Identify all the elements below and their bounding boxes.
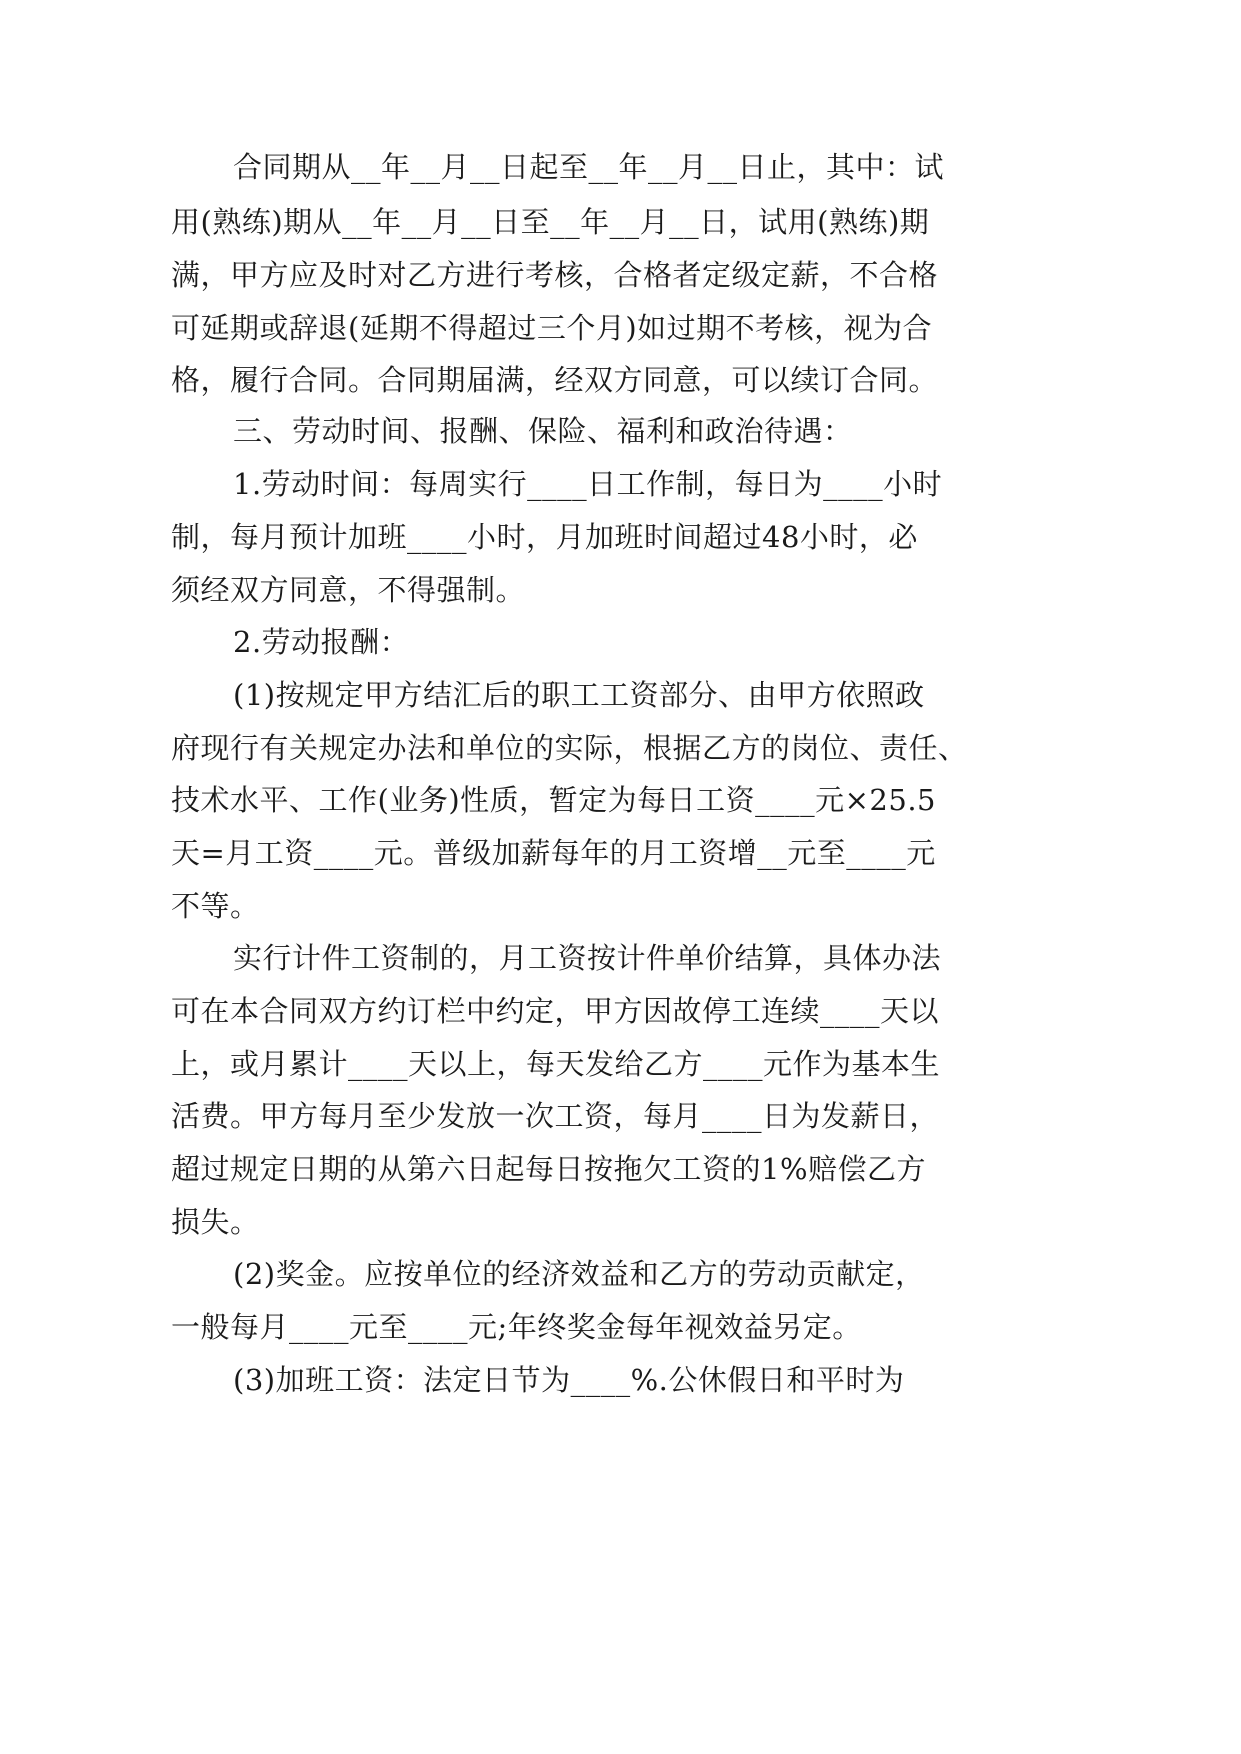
paragraph-line: 满，甲方应及时对乙方进行考核，合格者定级定薪，不合格 [171, 258, 939, 292]
paragraph-line: 技术水平、工作(业务)性质，暂定为每日工资____元×25.5 [171, 783, 936, 817]
paragraph-line: 可在本合同双方约订栏中约定，甲方因故停工连续____天以 [171, 994, 940, 1028]
paragraph-line: 损失。 [171, 1205, 260, 1239]
paragraph-line: 不等。 [171, 889, 260, 923]
paragraph-line: 上，或月累计____天以上，每天发给乙方____元作为基本生 [171, 1047, 941, 1081]
subsection-heading: 2.劳动报酬： [233, 625, 410, 659]
paragraph-line: 府现行有关规定办法和单位的实际，根据乙方的岗位、责任、 [171, 731, 968, 765]
paragraph-line: 1.劳动时间：每周实行____日工作制，每日为____小时 [233, 467, 943, 501]
paragraph-line: (1)按规定甲方结汇后的职工工资部分、由甲方依照政 [233, 678, 925, 712]
paragraph-line: (2)奖金。应按单位的经济效益和乙方的劳动贡献定， [233, 1257, 925, 1291]
paragraph-line: (3)加班工资：法定日节为____%.公休假日和平时为 [233, 1363, 905, 1397]
paragraph-line: 可延期或辞退(延期不得超过三个月)如过期不考核，视为合 [171, 311, 933, 345]
paragraph-line: 天=月工资____元。普级加薪每年的月工资增__元至____元 [171, 836, 936, 870]
paragraph-line: 格，履行合同。合同期届满，经双方同意，可以续订合同。 [171, 363, 939, 397]
section-heading: 三、劳动时间、报酬、保险、福利和政治待遇： [233, 414, 853, 448]
paragraph-line: 一般每月____元至____元;年终奖金每年视效益另定。 [171, 1310, 862, 1344]
paragraph-line: 活费。甲方每月至少发放一次工资，每月____日为发薪日， [171, 1099, 940, 1133]
paragraph-line: 超过规定日期的从第六日起每日按拖欠工资的1%赔偿乙方 [171, 1152, 927, 1186]
paragraph-line: 用(熟练)期从__年__月__日至__年__月__日，试用(熟练)期 [171, 205, 930, 239]
paragraph-line: 实行计件工资制的，月工资按计件单价结算，具体办法 [233, 941, 942, 975]
paragraph-line: 须经双方同意，不得强制。 [171, 573, 526, 607]
paragraph-line: 合同期从__年__月__日起至__年__月__日止，其中：试 [233, 150, 945, 184]
paragraph-line: 制，每月预计加班____小时，月加班时间超过48小时，必 [171, 520, 918, 554]
